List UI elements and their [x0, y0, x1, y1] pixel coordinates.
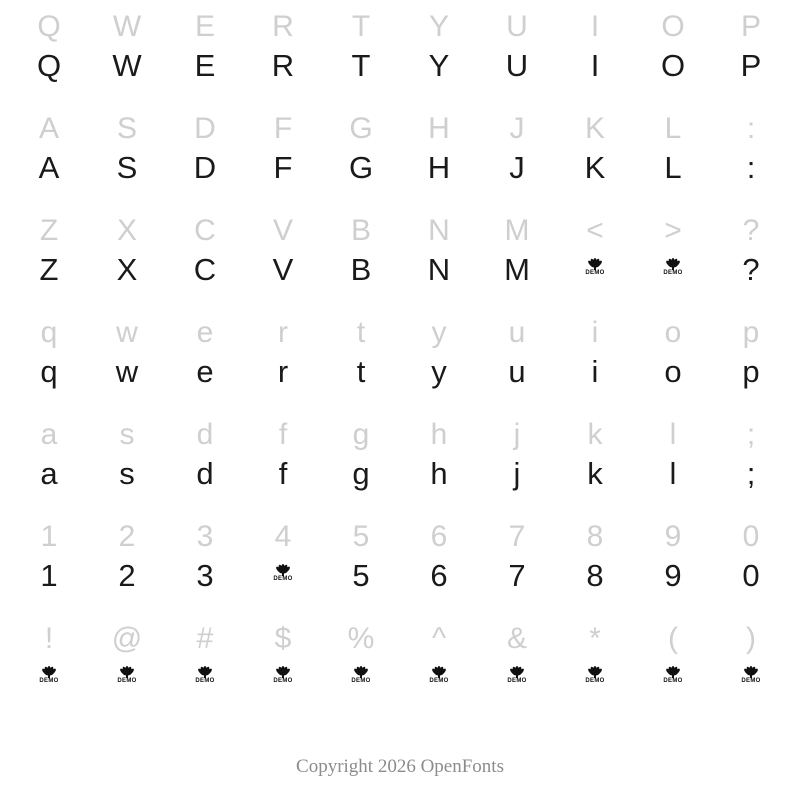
glyph-sample: ;	[746, 456, 756, 491]
key-label: G	[349, 112, 373, 145]
key-label: W	[112, 10, 142, 43]
glyph-sample: P	[740, 48, 762, 83]
sprout-demo-icon-shape	[660, 662, 686, 692]
key-label: o	[664, 316, 682, 349]
glyph-sample: 2	[118, 558, 136, 593]
sprout-demo-icon-shape	[270, 662, 296, 692]
key-label: V	[272, 214, 293, 247]
key-label: s	[119, 418, 135, 451]
key-label: ;	[746, 418, 756, 451]
demo-watermark-label: DEMO	[585, 270, 605, 276]
glyph-sample: 6	[430, 558, 448, 593]
row-qwerty-keys	[0, 0, 800, 46]
demo-watermark-label: DEMO	[663, 678, 683, 684]
demo-watermark-label: DEMO	[663, 270, 683, 276]
glyph-sample: 7	[508, 558, 526, 593]
sprout-demo-icon	[244, 658, 322, 693]
glyph-sample: w	[115, 354, 139, 389]
key-label: 6	[430, 520, 448, 553]
demo-watermark-label: DEMO	[39, 678, 59, 684]
key-label: p	[742, 316, 760, 349]
copyright-footer: Copyright 2026 OpenFonts	[296, 756, 504, 777]
key-label: )	[746, 622, 756, 655]
sprout-demo-icon-shape	[270, 560, 296, 590]
glyph-sample: 1	[40, 558, 58, 593]
demo-watermark-label: DEMO	[117, 678, 137, 684]
glyph-sample: L	[664, 150, 682, 185]
key-label: u	[508, 316, 526, 349]
key-label: X	[116, 214, 137, 247]
glyph-sample: Q	[36, 48, 62, 83]
demo-watermark-label: DEMO	[273, 576, 293, 582]
key-label: 3	[196, 520, 214, 553]
key-label: i	[591, 316, 599, 349]
key-label: K	[584, 112, 605, 145]
glyph-sample: f	[278, 456, 288, 491]
key-label: ^	[431, 622, 447, 655]
glyph-sample: 8	[586, 558, 604, 593]
sprout-demo-icon	[556, 250, 634, 285]
sprout-demo-icon	[88, 658, 166, 693]
glyph-sample: k	[587, 456, 603, 491]
key-label: #	[196, 622, 214, 655]
key-label: Z	[39, 214, 59, 247]
key-label: e	[196, 316, 214, 349]
sprout-demo-icon	[166, 658, 244, 693]
glyph-sample: :	[746, 150, 756, 185]
glyph-sample: U	[505, 48, 529, 83]
key-label: h	[430, 418, 448, 451]
glyph-sample: j	[513, 456, 521, 491]
glyph-sample: 9	[664, 558, 682, 593]
row-zxcv-glyphs	[0, 250, 800, 306]
glyph-sample: A	[38, 150, 60, 185]
row-asdf-lower-glyphs	[0, 454, 800, 510]
key-label: I	[590, 10, 600, 43]
glyph-sample: V	[272, 252, 294, 287]
glyph-sample: X	[116, 252, 138, 287]
sprout-demo-icon-shape	[582, 254, 608, 284]
sprout-demo-icon-shape	[426, 662, 452, 692]
sprout-demo-icon-shape	[660, 254, 686, 284]
key-label: $	[274, 622, 292, 655]
glyph-sample: g	[352, 456, 370, 491]
sprout-demo-icon-shape	[348, 662, 374, 692]
glyph-sample: C	[193, 252, 217, 287]
key-label: P	[740, 10, 761, 43]
key-label: S	[116, 112, 137, 145]
key-label: f	[278, 418, 288, 451]
glyph-sample: ?	[742, 252, 760, 287]
row-asdf-keys	[0, 102, 800, 148]
key-label: >	[664, 214, 682, 247]
key-label: 1	[40, 520, 58, 553]
sprout-demo-icon-shape	[738, 662, 764, 692]
key-label: t	[356, 316, 366, 349]
key-label: w	[116, 316, 138, 349]
sprout-demo-icon	[478, 658, 556, 693]
key-label: q	[40, 316, 58, 349]
sprout-demo-icon-shape	[192, 662, 218, 692]
row-symbols-glyphs	[0, 658, 800, 714]
key-label: O	[661, 10, 685, 43]
key-label: y	[431, 316, 447, 349]
sprout-demo-icon-shape	[36, 662, 62, 692]
key-label: !	[44, 622, 54, 655]
key-label: :	[746, 112, 756, 145]
demo-watermark-label: DEMO	[429, 678, 449, 684]
row-qwerty-lower-keys	[0, 306, 800, 352]
demo-watermark-label: DEMO	[195, 678, 215, 684]
key-label: %	[347, 622, 375, 655]
glyph-sample: S	[116, 150, 138, 185]
key-label: j	[513, 418, 521, 451]
key-label: 8	[586, 520, 604, 553]
row-asdf-glyphs	[0, 148, 800, 204]
key-label: &	[506, 622, 527, 655]
glyph-sample: Y	[428, 48, 450, 83]
key-label: A	[38, 112, 59, 145]
sprout-demo-icon	[634, 658, 712, 693]
key-label: N	[428, 214, 450, 247]
key-label: D	[194, 112, 216, 145]
sprout-demo-icon	[10, 658, 88, 693]
key-label: l	[669, 418, 677, 451]
row-qwerty-lower-glyphs	[0, 352, 800, 408]
key-label: k	[587, 418, 603, 451]
glyph-sample: r	[277, 354, 289, 389]
key-label: Q	[37, 10, 61, 43]
key-label: <	[586, 214, 604, 247]
sprout-demo-icon	[712, 658, 790, 693]
key-label: g	[352, 418, 370, 451]
key-label: d	[196, 418, 214, 451]
row-asdf-lower-keys	[0, 408, 800, 454]
sprout-demo-icon-shape	[114, 662, 140, 692]
glyph-sample: R	[271, 48, 295, 83]
glyph-sample: a	[40, 456, 58, 491]
glyph-sample: D	[193, 150, 217, 185]
glyph-sample: E	[194, 48, 216, 83]
key-label: U	[506, 10, 528, 43]
row-digits-keys	[0, 510, 800, 556]
row-zxcv-keys	[0, 204, 800, 250]
glyph-sample: 0	[742, 558, 760, 593]
key-label: (	[668, 622, 678, 655]
glyph-sample: d	[196, 456, 214, 491]
glyph-sample: G	[348, 150, 374, 185]
glyph-sample: y	[431, 354, 447, 389]
sprout-demo-icon	[400, 658, 478, 693]
glyph-sample: B	[350, 252, 372, 287]
glyph-sample: O	[660, 48, 686, 83]
demo-watermark-label: DEMO	[585, 678, 605, 684]
key-label: r	[278, 316, 288, 349]
key-label: 2	[118, 520, 136, 553]
demo-watermark-label: DEMO	[507, 678, 527, 684]
key-label: E	[194, 10, 215, 43]
glyph-sample: J	[509, 150, 525, 185]
glyph-sample: 3	[196, 558, 214, 593]
glyph-sample: I	[590, 48, 600, 83]
key-label: 7	[508, 520, 526, 553]
key-label: 0	[742, 520, 760, 553]
demo-watermark-label: DEMO	[741, 678, 761, 684]
row-qwerty-glyphs	[0, 46, 800, 102]
key-label: J	[509, 112, 525, 145]
glyph-sample: F	[273, 150, 293, 185]
key-label: L	[664, 112, 682, 145]
glyph-sample: l	[669, 456, 677, 491]
key-label: a	[40, 418, 58, 451]
key-label: F	[273, 112, 293, 145]
row-digits-glyphs	[0, 556, 800, 612]
sprout-demo-icon-shape	[504, 662, 530, 692]
key-label: C	[194, 214, 216, 247]
glyph-sample: 5	[352, 558, 370, 593]
glyph-sample: h	[430, 456, 448, 491]
glyph-sample: e	[196, 354, 214, 389]
key-label: R	[272, 10, 294, 43]
key-label: 9	[664, 520, 682, 553]
key-label: *	[589, 622, 601, 655]
glyph-sample: Z	[39, 252, 59, 287]
sprout-demo-icon	[322, 658, 400, 693]
glyph-sample: o	[664, 354, 682, 389]
glyph-sample: K	[584, 150, 606, 185]
glyph-sample: W	[112, 48, 142, 83]
sprout-demo-icon	[634, 250, 712, 285]
glyph-sample: t	[356, 354, 366, 389]
key-label: M	[504, 214, 530, 247]
glyph-sample: i	[591, 354, 599, 389]
key-label: @	[111, 622, 143, 655]
key-label: B	[350, 214, 371, 247]
key-label: ?	[742, 214, 760, 247]
key-label: 5	[352, 520, 370, 553]
glyph-sample: T	[351, 48, 371, 83]
key-label: T	[351, 10, 371, 43]
sprout-demo-icon	[556, 658, 634, 693]
sprout-demo-icon-shape	[582, 662, 608, 692]
key-label: H	[428, 112, 450, 145]
glyph-sample: M	[504, 252, 530, 287]
demo-watermark-label: DEMO	[351, 678, 371, 684]
glyph-sample: H	[427, 150, 451, 185]
key-label: 4	[274, 520, 292, 553]
glyph-sample: N	[427, 252, 451, 287]
demo-watermark-label: DEMO	[273, 678, 293, 684]
glyph-sample: q	[40, 354, 58, 389]
glyph-sample: p	[742, 354, 760, 389]
glyph-sample: s	[119, 456, 135, 491]
glyph-sample: u	[508, 354, 526, 389]
sprout-demo-icon	[244, 556, 322, 591]
key-label: Y	[428, 10, 449, 43]
row-symbols-keys	[0, 612, 800, 658]
